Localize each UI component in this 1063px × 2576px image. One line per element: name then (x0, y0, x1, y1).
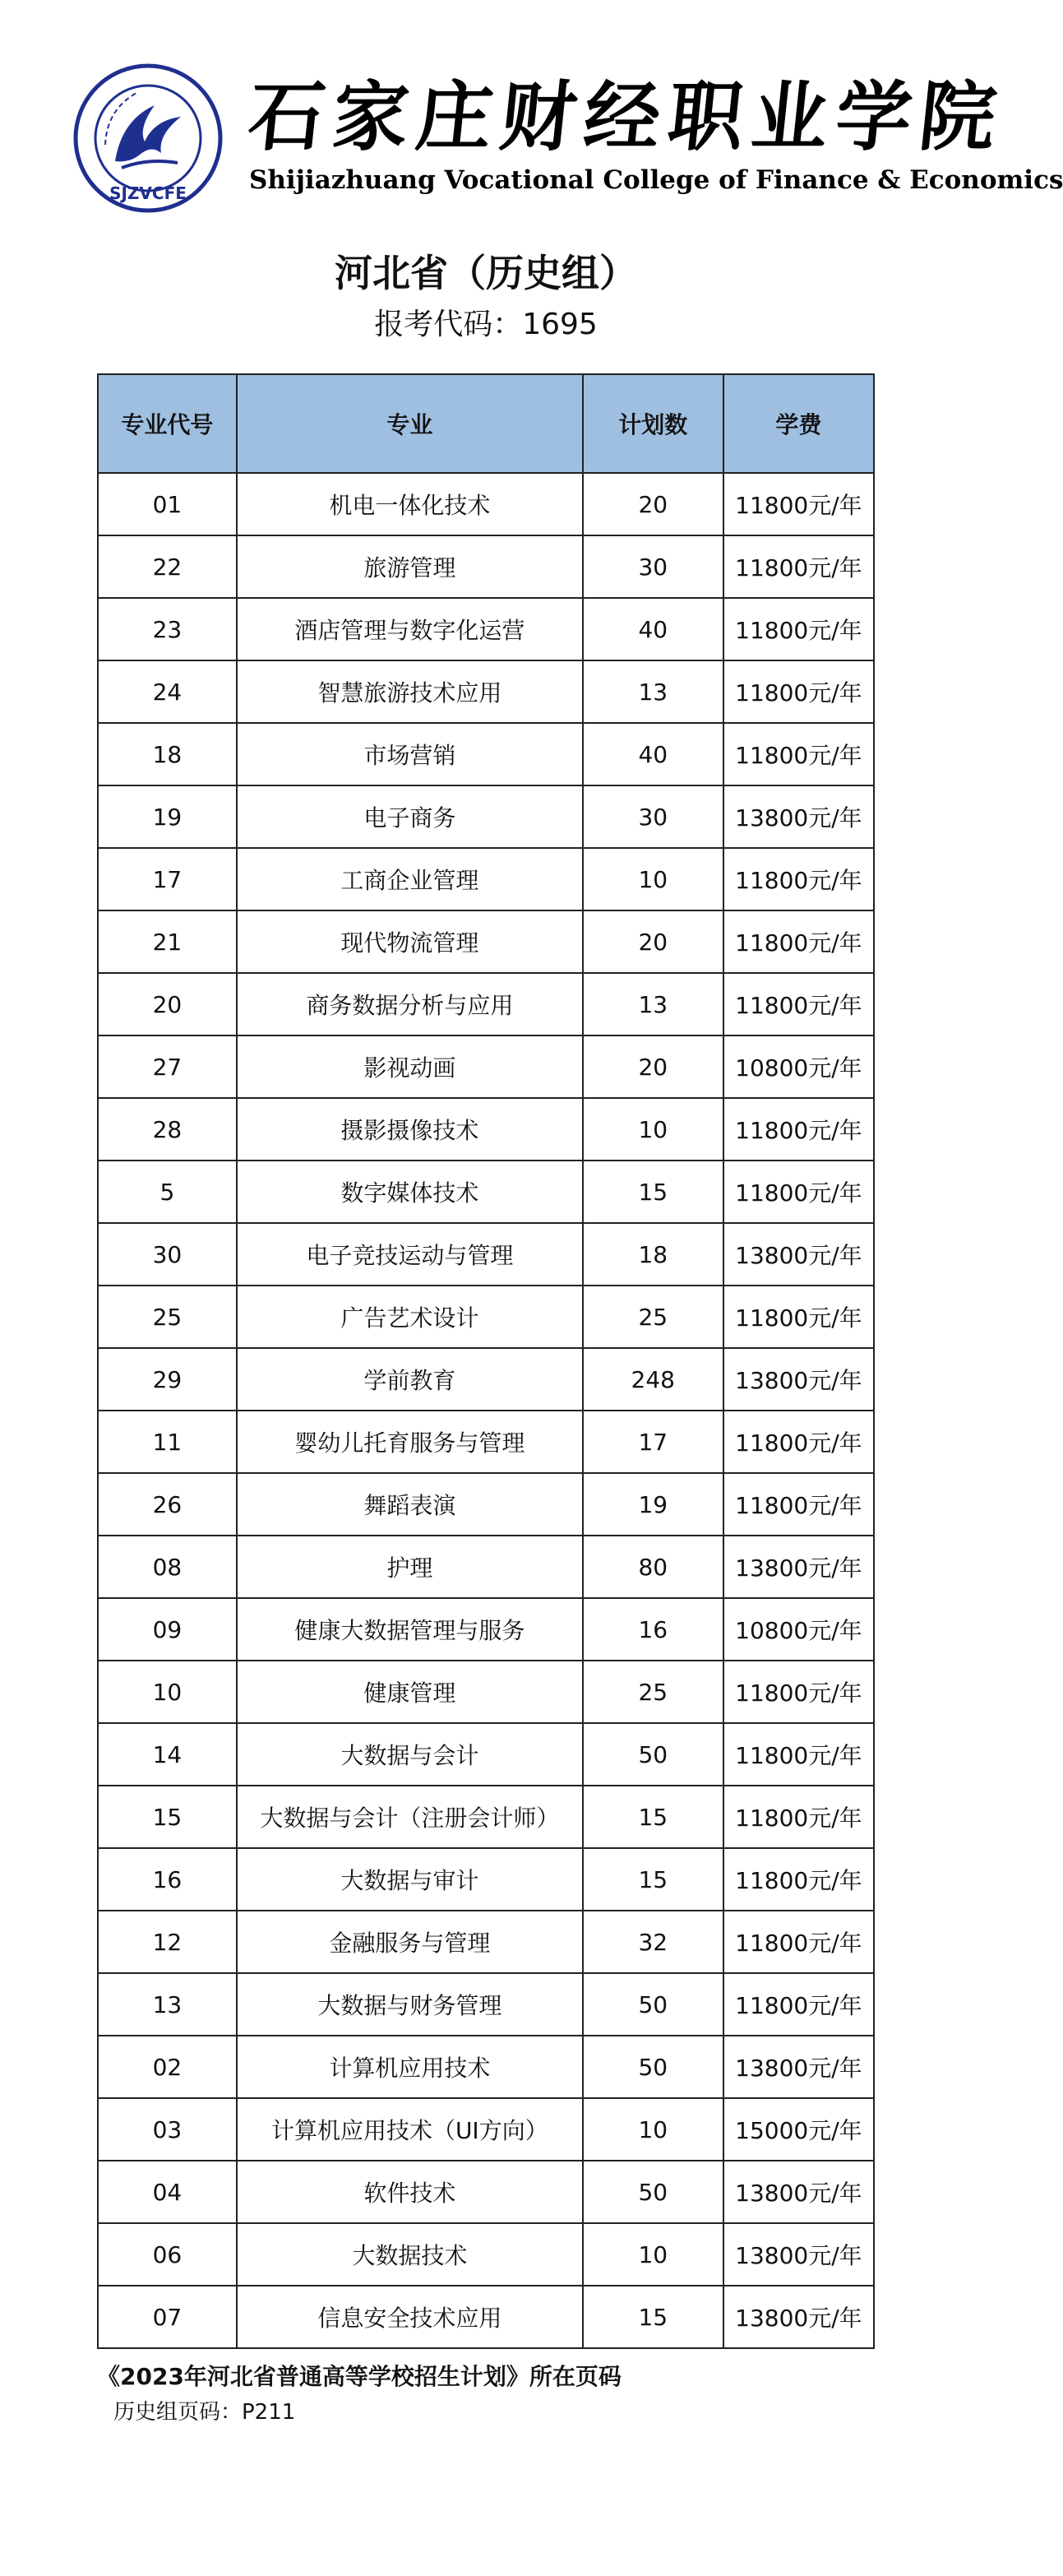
cell-code: 11 (98, 1411, 237, 1473)
cell-tuition: 11800元/年 (723, 473, 874, 535)
cell-major: 电子竞技运动与管理 (237, 1223, 583, 1286)
cell-major: 金融服务与管理 (237, 1911, 583, 1973)
cell-quota: 10 (583, 1098, 723, 1161)
table-row (98, 1348, 874, 1411)
table-body (98, 473, 874, 2348)
cell-major: 大数据与审计 (237, 1848, 583, 1911)
cell-code: 27 (98, 1035, 237, 1098)
cell-major: 机电一体化技术 (237, 473, 583, 535)
table-row (98, 1911, 874, 1973)
table-row (98, 1411, 874, 1473)
cell-major: 酒店管理与数字化运营 (237, 598, 583, 660)
table-row (98, 2098, 874, 2161)
cell-quota: 15 (583, 1786, 723, 1848)
cell-quota: 32 (583, 1911, 723, 1973)
college-logo (72, 63, 224, 214)
cell-major: 工商企业管理 (237, 848, 583, 910)
cell-tuition: 11800元/年 (723, 1098, 874, 1161)
cell-tuition: 11800元/年 (723, 1411, 874, 1473)
cell-major: 数字媒体技术 (237, 1161, 583, 1223)
cell-code: 12 (98, 1911, 237, 1973)
cell-code: 29 (98, 1348, 237, 1411)
cell-tuition: 11800元/年 (723, 1848, 874, 1911)
cell-code: 22 (98, 535, 237, 598)
column-header-major: 专业 (237, 374, 583, 473)
cell-tuition: 11800元/年 (723, 1786, 874, 1848)
cell-tuition: 11800元/年 (723, 910, 874, 973)
cell-tuition: 11800元/年 (723, 1473, 874, 1536)
cell-major: 护理 (237, 1536, 583, 1598)
cell-quota: 50 (583, 1723, 723, 1786)
cell-quota: 40 (583, 598, 723, 660)
cell-major: 智慧旅游技术应用 (237, 660, 583, 723)
cell-tuition: 15000元/年 (723, 2098, 874, 2161)
cell-quota: 18 (583, 1223, 723, 1286)
table-row (98, 723, 874, 785)
cell-quota: 50 (583, 2036, 723, 2098)
cell-quota: 20 (583, 1035, 723, 1098)
cell-major: 信息安全技术应用 (237, 2286, 583, 2348)
cell-major: 大数据与会计（注册会计师） (237, 1786, 583, 1848)
college-name-cn: 石家庄财经职业学院 (244, 72, 1009, 161)
table-row (98, 2223, 874, 2286)
cell-code: 5 (98, 1161, 237, 1223)
cell-major: 广告艺术设计 (237, 1286, 583, 1348)
cell-major: 计算机应用技术（UI方向） (237, 2098, 583, 2161)
cell-major: 现代物流管理 (237, 910, 583, 973)
cell-tuition: 13800元/年 (723, 785, 874, 848)
cell-code: 04 (98, 2161, 237, 2223)
cell-major: 婴幼儿托育服务与管理 (237, 1411, 583, 1473)
cell-tuition: 13800元/年 (723, 1348, 874, 1411)
cell-tuition: 11800元/年 (723, 1661, 874, 1723)
cell-tuition: 13800元/年 (723, 2223, 874, 2286)
table-row (98, 1536, 874, 1598)
cell-code: 06 (98, 2223, 237, 2286)
column-header-code: 专业代号 (98, 374, 237, 473)
cell-quota: 15 (583, 2286, 723, 2348)
cell-code: 23 (98, 598, 237, 660)
cell-code: 14 (98, 1723, 237, 1786)
cell-tuition: 11800元/年 (723, 973, 874, 1035)
cell-code: 08 (98, 1536, 237, 1598)
cell-tuition: 13800元/年 (723, 2286, 874, 2348)
cell-code: 07 (98, 2286, 237, 2348)
cell-major: 摄影摄像技术 (237, 1098, 583, 1161)
cell-tuition: 13800元/年 (723, 2161, 874, 2223)
cell-quota: 10 (583, 2223, 723, 2286)
logo-text: SJZVCFE (109, 183, 187, 203)
page-title: 河北省（历史组） (335, 251, 637, 295)
table-row (98, 785, 874, 848)
cell-quota: 248 (583, 1348, 723, 1411)
table-row (98, 2286, 874, 2348)
cell-tuition: 11800元/年 (723, 848, 874, 910)
cell-major: 旅游管理 (237, 535, 583, 598)
table-row (98, 2161, 874, 2223)
cell-quota: 13 (583, 660, 723, 723)
cell-code: 28 (98, 1098, 237, 1161)
table-row (98, 1098, 874, 1161)
cell-quota: 13 (583, 973, 723, 1035)
table-row (98, 473, 874, 535)
table-row (98, 1848, 874, 1911)
cell-tuition: 10800元/年 (723, 1598, 874, 1661)
cell-code: 13 (98, 1973, 237, 2036)
cell-major: 商务数据分析与应用 (237, 973, 583, 1035)
cell-major: 大数据与财务管理 (237, 1973, 583, 2036)
cell-tuition: 13800元/年 (723, 1223, 874, 1286)
table-header-row (98, 374, 874, 473)
cell-tuition: 11800元/年 (723, 1911, 874, 1973)
cell-tuition: 11800元/年 (723, 660, 874, 723)
table-row (98, 1035, 874, 1098)
cell-quota: 15 (583, 1848, 723, 1911)
footer-page-info: 历史组页码：P211 (113, 2400, 296, 2425)
cell-major: 市场营销 (237, 723, 583, 785)
cell-code: 25 (98, 1286, 237, 1348)
cell-quota: 20 (583, 910, 723, 973)
table-row (98, 1223, 874, 1286)
cell-tuition: 13800元/年 (723, 2036, 874, 2098)
cell-quota: 20 (583, 473, 723, 535)
cell-code: 18 (98, 723, 237, 785)
cell-quota: 15 (583, 1161, 723, 1223)
cell-quota: 40 (583, 723, 723, 785)
cell-quota: 25 (583, 1286, 723, 1348)
cell-code: 17 (98, 848, 237, 910)
cell-quota: 30 (583, 785, 723, 848)
column-header-quota: 计划数 (583, 374, 723, 473)
cell-major: 健康管理 (237, 1661, 583, 1723)
table-row (98, 1473, 874, 1536)
cell-quota: 16 (583, 1598, 723, 1661)
cell-code: 03 (98, 2098, 237, 2161)
cell-code: 20 (98, 973, 237, 1035)
cell-code: 16 (98, 1848, 237, 1911)
cell-quota: 19 (583, 1473, 723, 1536)
cell-tuition: 11800元/年 (723, 723, 874, 785)
exam-code: 报考代码：1695 (374, 308, 598, 341)
table-row (98, 848, 874, 910)
table-row (98, 1973, 874, 2036)
table-row (98, 1286, 874, 1348)
cell-code: 10 (98, 1661, 237, 1723)
cell-quota: 30 (583, 535, 723, 598)
cell-major: 健康大数据管理与服务 (237, 1598, 583, 1661)
table-row (98, 1661, 874, 1723)
cell-major: 软件技术 (237, 2161, 583, 2223)
cell-code: 15 (98, 1786, 237, 1848)
footer-note-title: 《2023年河北省普通高等学校招生计划》所在页码 (97, 2363, 622, 2390)
college-name-en: Shijiazhuang Vocational College of Finance & Economics (249, 165, 1063, 195)
cell-major: 大数据技术 (237, 2223, 583, 2286)
college-header (72, 63, 1063, 227)
cell-tuition: 11800元/年 (723, 1161, 874, 1223)
cell-tuition: 11800元/年 (723, 1973, 874, 2036)
cell-tuition: 11800元/年 (723, 535, 874, 598)
cell-major: 计算机应用技术 (237, 2036, 583, 2098)
table-row (98, 1598, 874, 1661)
cell-quota: 25 (583, 1661, 723, 1723)
column-header-tuition: 学费 (723, 374, 874, 473)
cell-quota: 10 (583, 848, 723, 910)
table-row (98, 535, 874, 598)
table-row (98, 1786, 874, 1848)
cell-tuition: 11800元/年 (723, 598, 874, 660)
cell-tuition: 11800元/年 (723, 1286, 874, 1348)
table-row (98, 973, 874, 1035)
cell-quota: 10 (583, 2098, 723, 2161)
table-row (98, 2036, 874, 2098)
cell-tuition: 13800元/年 (723, 1536, 874, 1598)
cell-code: 19 (98, 785, 237, 848)
cell-quota: 17 (583, 1411, 723, 1473)
table-row (98, 1161, 874, 1223)
table-row (98, 660, 874, 723)
cell-code: 02 (98, 2036, 237, 2098)
cell-major: 影视动画 (237, 1035, 583, 1098)
table-row (98, 910, 874, 973)
cell-tuition: 11800元/年 (723, 1723, 874, 1786)
cell-code: 01 (98, 473, 237, 535)
cell-quota: 50 (583, 2161, 723, 2223)
cell-major: 电子商务 (237, 785, 583, 848)
cell-code: 24 (98, 660, 237, 723)
cell-code: 26 (98, 1473, 237, 1536)
cell-major: 学前教育 (237, 1348, 583, 1411)
cell-major: 舞蹈表演 (237, 1473, 583, 1536)
cell-major: 大数据与会计 (237, 1723, 583, 1786)
table-row (98, 1723, 874, 1786)
cell-code: 30 (98, 1223, 237, 1286)
cell-code: 21 (98, 910, 237, 973)
cell-quota: 50 (583, 1973, 723, 2036)
cell-quota: 80 (583, 1536, 723, 1598)
cell-code: 09 (98, 1598, 237, 1661)
table-row (98, 598, 874, 660)
enrollment-plan-table (97, 373, 875, 2349)
cell-tuition: 10800元/年 (723, 1035, 874, 1098)
